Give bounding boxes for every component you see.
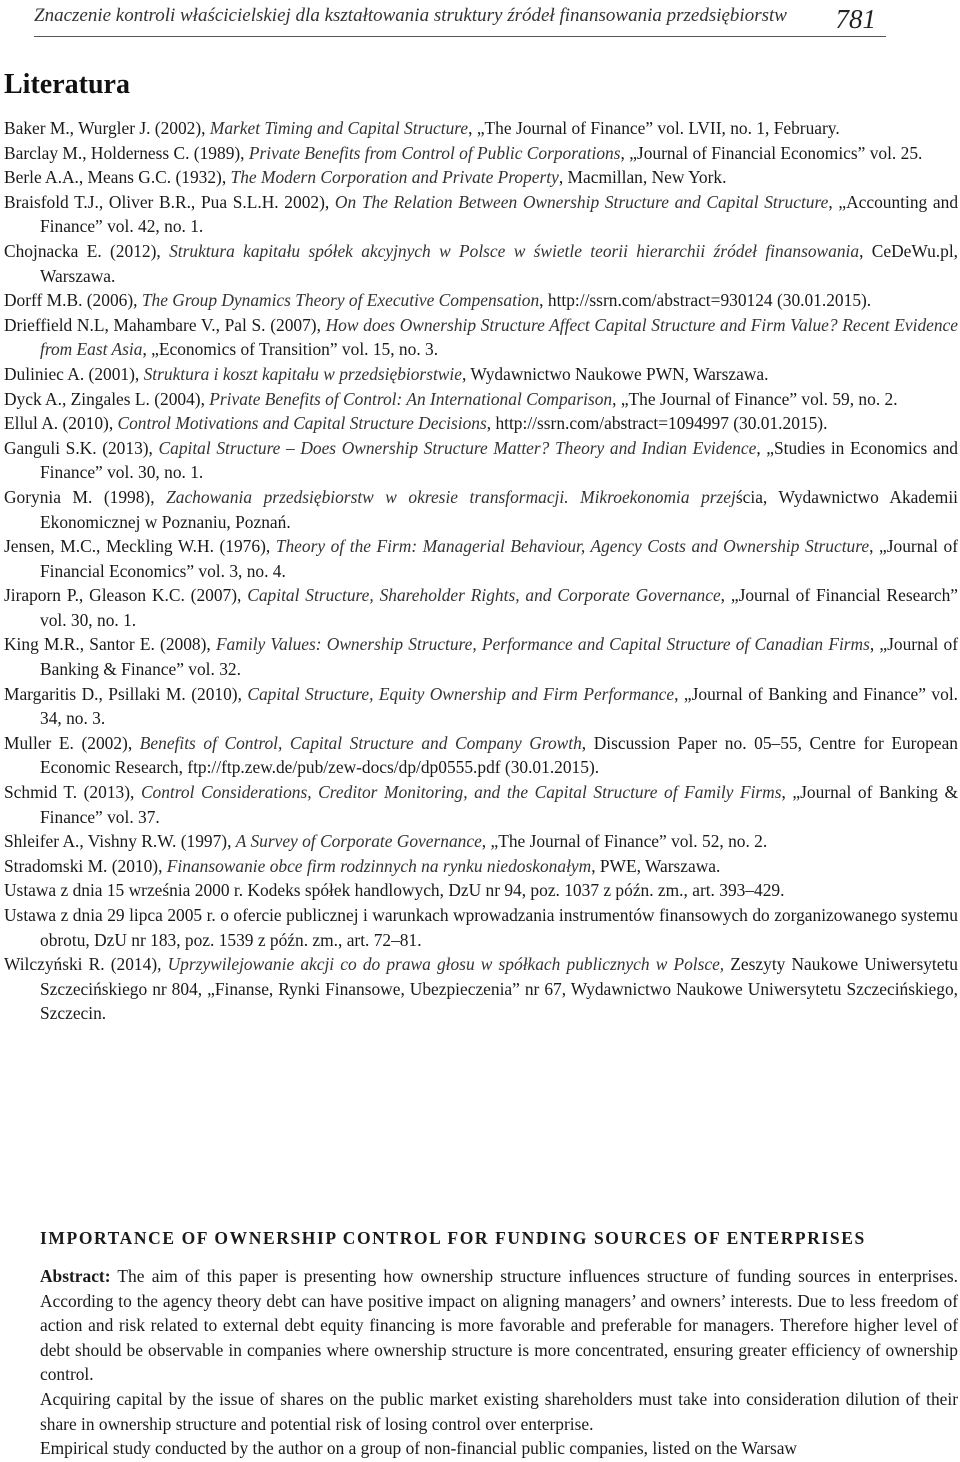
reference-source: , http://ssrn.com/abstract=930124 (30.01.2015).	[539, 290, 872, 311]
reference-entry	[4, 682, 958, 731]
reference-authors: Drieffield N.L, Mahambare V., Pal S. (2007),	[4, 314, 326, 335]
reference-authors: Chojnacka E. (2012),	[4, 240, 170, 261]
reference-source: , „Journal of Financial Economics” vol. 25.	[620, 142, 923, 163]
reference-authors: Shleifer A., Vishny R.W. (1997),	[4, 831, 236, 852]
abstract-text-1: The aim of this paper is presenting how ownership structure influences structure of funding sources in enterprises. According to the agency theory debt can have positive impact on aligning managers’ and owners’ interests. Due to less freedom of action and risk related to external debt equity financing is more favorable and preferable for managers. Therefore higher level of debt should be observable in companies where ownership structure is more concentrated, ensuring greater efficiency of ownership control.	[40, 1266, 958, 1385]
reference-source: , „Economics of Transition” vol. 15, no. 3.	[142, 339, 439, 360]
reference-title: Finansowanie obce firm rodzinnych na rynku niedoskonałym	[166, 855, 592, 876]
reference-authors: Jiraporn P., Gleason K.C. (2007),	[4, 585, 248, 606]
reference-entry	[4, 829, 958, 854]
reference-title: Control Considerations, Creditor Monitoring, and the Capital Structure of Family Firms	[140, 782, 782, 803]
reference-title: The Group Dynamics Theory of Executive Compensation	[141, 290, 540, 311]
section-title: Literatura	[4, 69, 130, 100]
reference-authors: Braisfold T.J., Oliver B.R., Pua S.L.H. 2002),	[4, 191, 335, 212]
reference-entry	[4, 436, 958, 485]
reference-title: A Survey of Corporate Governance	[235, 831, 482, 852]
reference-title: Family Values: Ownership Structure, Performance and Capital Structure of Canadian Firms	[215, 634, 870, 655]
reference-entry	[4, 731, 958, 780]
reference-authors: Dorff M.B. (2006),	[4, 290, 142, 311]
reference-entry	[4, 952, 958, 1026]
reference-source: , Discussion Paper no. 05–55, Centre for European Economic Research, ftp://ftp.zew.de/pub/zew-docs/dp/dp0555.pdf (30.01.2015).	[40, 732, 958, 778]
abstract-label: Abstract:	[40, 1266, 111, 1286]
reference-entry	[4, 362, 958, 387]
reference-entry	[4, 411, 958, 436]
reference-authors: Stradomski M. (2010),	[4, 855, 167, 876]
running-header	[34, 4, 886, 37]
reference-title: On The Relation Between Ownership Structure and Capital Structure	[334, 191, 829, 212]
reference-title: Control Motivations and Capital Structure Decisions	[117, 413, 487, 434]
reference-authors: Dyck A., Zingales L. (2004),	[4, 388, 210, 409]
reference-authors: Margaritis D., Psillaki M. (2010),	[4, 683, 248, 704]
reference-entry	[4, 141, 958, 166]
english-title: IMPORTANCE OF OWNERSHIP CONTROL FOR FUNDING SOURCES OF ENTERPRISES	[40, 1228, 866, 1248]
reference-entry	[4, 780, 958, 829]
abstract	[40, 1264, 958, 1461]
abstract-paragraph-1	[40, 1264, 958, 1387]
reference-title: Zachowania przedsiębiorstw w okresie transformacji. Mikroekonomia przej	[166, 486, 736, 507]
reference-title: Capital Structure, Shareholder Rights, and Corporate Governance	[247, 585, 721, 606]
reference-authors: King M.R., Santor E. (2008),	[4, 634, 216, 655]
reference-source: , „Journal of Financial Economics” vol. 3, no. 4.	[40, 536, 958, 581]
reference-source: , Wydawnictwo Naukowe PWN, Warszawa.	[461, 363, 769, 384]
abstract-paragraph-3: Empirical study conducted by the author on a group of non-financial public companies, listed on the Warsaw	[40, 1438, 797, 1459]
reference-source: Zeszyty Naukowe Uniwersytetu Szczecińskiego nr 804, „Finanse, Rynki Finansowe, Ubezpieczenia” nr 67, Wydawnictwo Naukowe Uniwersytetu Szczecińskiego, Szczecin.	[40, 954, 958, 1024]
reference-source: , CeDeWu.pl, Warszawa.	[40, 240, 958, 286]
reference-source: , „Journal of Banking & Finance” vol. 32.	[40, 634, 959, 680]
reference-source: , http://ssrn.com/abstract=1094997 (30.01.2015).	[486, 413, 828, 434]
running-title: Znaczenie kontroli właścicielskiej dla kształtowania struktury źródeł finansowania przedsiębiorstw	[34, 5, 787, 26]
reference-entry	[4, 190, 958, 239]
reference-authors: Ellul A. (2010),	[4, 413, 118, 434]
reference-entry	[4, 165, 958, 190]
reference-entry	[4, 903, 958, 952]
reference-source: , Macmillan, New York.	[558, 167, 727, 188]
page-number: 781	[835, 4, 876, 34]
reference-authors: Berle A.A., Means G.C. (1932),	[4, 167, 231, 188]
reference-authors: Ustawa z dnia 15 września 2000 r. Kodeks spółek handlowych, DzU nr 94, poz. 1037 z późn. zm., art. 393–429.	[4, 880, 785, 901]
reference-title: Theory of the Firm: Managerial Behaviour, Agency Costs and Ownership Structure	[275, 536, 870, 557]
reference-authors: Ganguli S.K. (2013),	[4, 437, 159, 458]
reference-entry	[4, 534, 958, 583]
reference-entry	[4, 583, 958, 632]
reference-source: , „The Journal of Finance” vol. 59, no. 2.	[612, 388, 898, 409]
reference-authors: Ustawa z dnia 29 lipca 2005 r. o ofercie publicznej i warunkach wprowadzania instrumentów finansowych do zorganizowanego systemu obrotu, DzU nr 183, poz. 1539 z późn. zm., art. 72–81.	[4, 905, 958, 950]
reference-title: Uprzywilejowanie akcji co do prawa głosu w spółkach publicznych w Polsce,	[167, 954, 725, 975]
reference-title: Market Timing and Capital Structure	[209, 118, 469, 138]
reference-entry	[4, 116, 958, 141]
reference-title: Benefits of Control, Capital Structure and Company Growth	[139, 732, 582, 753]
abstract-paragraph-2: Acquiring capital by the issue of shares on the public market existing shareholders must take into consideration dilution of their share in ownership structure and potential risk of losing control over enterprise.	[40, 1388, 958, 1434]
reference-title: Private Benefits from Control of Public Corporations	[248, 142, 621, 163]
reference-entry	[4, 878, 958, 903]
reference-title: Capital Structure, Equity Ownership and Firm Performance	[247, 683, 675, 704]
reference-authors: Schmid T. (2013),	[4, 782, 141, 803]
reference-title: Struktura i koszt kapitału w przedsiębiorstwie	[143, 363, 462, 384]
reference-title: Private Benefits of Control: An International Comparison	[209, 388, 613, 409]
reference-entry	[4, 288, 958, 313]
reference-authors: Wilczyński R. (2014),	[4, 954, 168, 975]
reference-entry	[4, 313, 958, 362]
reference-title: The Modern Corporation and Private Property	[230, 167, 559, 188]
reference-source: , „Journal of Banking & Finance” vol. 37.	[40, 782, 959, 827]
reference-source: , „The Journal of Finance” vol. LVII, no. 1, February.	[468, 118, 840, 138]
reference-source: , „Journal of Financial Research” vol. 30, no. 1.	[40, 585, 959, 630]
reference-authors: Muller E. (2002),	[4, 732, 140, 753]
reference-source: , „Accounting and Finance” vol. 42, no. 1.	[40, 191, 959, 237]
reference-entry	[4, 485, 958, 534]
reference-title: Capital Structure – Does Ownership Structure Matter? Theory and Indian Evidence	[158, 437, 757, 458]
reference-source: , PWE, Warszawa.	[591, 855, 721, 876]
reference-title: How does Ownership Structure Affect Capital Structure and Firm Value? Recent Evidence from East Asia	[40, 314, 958, 360]
reference-authors: Baker M., Wurgler J. (2002),	[4, 118, 210, 138]
reference-source: , „Studies in Economics and Finance” vol. 30, no. 1.	[40, 437, 958, 483]
reference-source: , „The Journal of Finance” vol. 52, no. 2.	[481, 831, 768, 852]
reference-authors: Gorynia M. (1998),	[4, 486, 167, 507]
reference-authors: Duliniec A. (2001),	[4, 363, 144, 384]
reference-entry	[4, 632, 958, 681]
reference-list	[4, 116, 958, 1026]
reference-authors: Barclay M., Holderness C. (1989),	[4, 142, 249, 163]
reference-entry	[4, 239, 958, 288]
reference-entry	[4, 854, 958, 879]
reference-entry	[4, 387, 958, 412]
reference-authors: Jensen, M.C., Meckling W.H. (1976),	[4, 536, 276, 557]
reference-source: , „Journal of Banking and Finance” vol. 34, no. 3.	[40, 683, 959, 729]
reference-source: ścia, Wydawnictwo Akademii Ekonomicznej w Poznaniu, Poznań.	[40, 486, 958, 532]
reference-title: Struktura kapitału spółek akcyjnych w Polsce w świetle teorii hierarchii źródeł finansowania	[169, 240, 860, 261]
